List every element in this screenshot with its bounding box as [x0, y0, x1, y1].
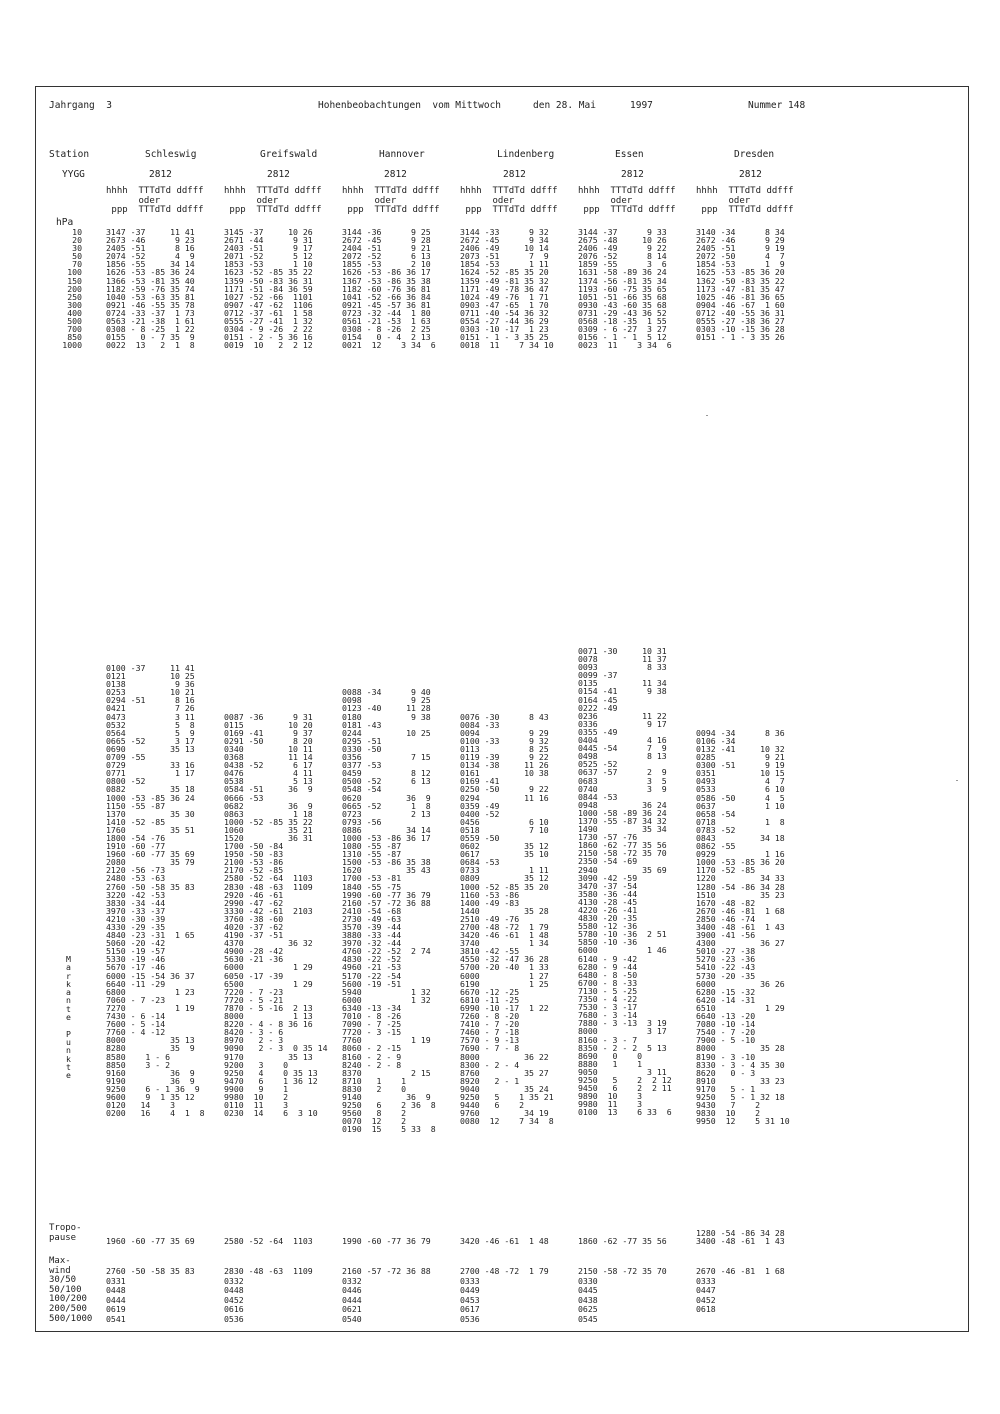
tropopause-essen: 1860 -62 -77 35 56: [578, 1236, 667, 1246]
significant-levels-lindenberg: 0076 -30 8 43 0084 -33 0094 9 29 0100 -33 9 32 0113 8 25 0119 -39 9 22 0134 -38 11 26 0161 10 38 0169 -41 0250 -50 9 22 0294 11 16 0359 -49 0400 -52 0456 6 10 0518 7 10 0559 -50 0602 35 12 0617 35 10 0684 -53 0733 1 11 0809 35 12 1000 -52 -85 35 20 1160 -53 -86 1400 -49 -83 1440 35 28 2510 -49 -76 2700 -48 -72 1 79 3420 -46 -61 1 48 3740 1 34 3810 -42 -55 4550 -32 -47 36 28 5700 -20 -40 1 33 6000 1 27 6190 1 25 6670 -12 -25 6810 -11 -25 6990 -10 -17 1 22 7260 - 8 -20 7410 - 7 -20 7460 - 7 -18 7570 - 9 -13 7690 - 7 - 8 8000 36 22 8300 - 2 - 4 8760 35 27 8920 2 - 1 9040 35 24 9250 5 1 35 21 9440 6 2 9760 34 19 0080 12 7 34 8: [460, 711, 554, 1127]
column-header: hhhh TTTdTd ddfff oder ppp TTTdTd ddfff: [106, 186, 204, 216]
maxwind-schleswig: 2760 -50 -58 35 83 0331 0448 0444 0619 0541: [106, 1266, 195, 1324]
report-date: den 28. Mai: [533, 100, 596, 111]
markante-punkte-label: M a r k a n t e P u n k t e: [66, 954, 71, 1081]
standard-levels-greifswald: 3145 -37 10 26 2671 -44 9 31 2403 -51 9 17 2071 -52 5 12 1853 -53 1 10 1623 -52 -85 35 22 1359 -50 -83 36 31 1171 -51 -84 36 59 1027 -52 -66 1101 0907 -47 -62 1106 0712 -37 -61 1 58 0555 -27 -41 1 32 0304 - 9 -26 2 22 0151 - 2 - 5 36 16 0019 10 2 2 12: [224, 227, 313, 351]
maxwind-label: Max- wind 30/50 50/100 100/200 200/500 500/1000: [49, 1256, 93, 1324]
tropopause-label: Tropo- pause: [49, 1223, 82, 1243]
station-name: Schleswig: [145, 149, 197, 160]
significant-levels-dresden: 0094 -34 8 36 0106 -34 0132 -41 10 32 0285 9 21 0300 -51 9 19 0351 10 15 0493 4 7 0533 6 10 0586 -50 4 5 0637 1 10 0658 -54 0718 1 8 0783 -52 0843 34 18 0862 -55 0929 1 16 1000 -53 -85 36 20 1170 -52 -85 1220 34 33 1280 -54 -86 34 28 1510 35 23 1670 -48 -82 2670 -46 -81 1 68 2850 -46 -74 3400 -48 -61 1 43 3900 -41 -56 4300 36 27 5010 -27 -38 5270 -23 -36 5410 -22 -43 5730 -20 -35 6000 36 26 6280 -15 -32 6420 -14 -31 6510 1 29 6640 -13 -20 7080 -10 -14 7540 - 7 -20 7900 - 5 -10 8000 35 28 8190 - 3 -10 8330 - 3 - 4 35 30 8620 0 - 3 8910 33 23 9170 5 - 1 9250 5 - 1 32 18 9430 7 2 9830 10 2 9950 12 5 31 10: [696, 727, 790, 1127]
report-title: Hohenbeobachtungen vom Mittwoch: [318, 100, 502, 111]
column-header: hhhh TTTdTd ddfff oder ppp TTTdTd ddfff: [696, 186, 794, 216]
standard-levels-lindenberg: 3144 -33 9 32 2672 -45 9 34 2406 -49 10 14 2073 -51 7 9 1854 -53 1 11 1624 -52 -85 35 20 1359 -49 -81 35 32 1171 -49 -78 36 47 1024 -49 -76 1 71 0903 -47 -65 1 70 0711 -40 -54 36 32 0554 -27 -44 36 29 0303 -10 -17 1 23 0151 - 1 - 3 35 25 0018 11 7 34 10: [460, 227, 554, 351]
maxwind-essen: 2150 -58 -72 35 70 0330 0445 0438 0625 0545: [578, 1266, 667, 1324]
yygg-label: YYGG: [62, 169, 85, 180]
report-year: 1997: [630, 100, 653, 111]
tropopause-greifswald: 2580 -52 -64 1103: [224, 1236, 313, 1246]
station-name: Essen: [615, 149, 644, 160]
maxwind-hannover: 2160 -57 -72 36 88 0332 0446 0444 0621 0540: [342, 1266, 431, 1324]
column-header: hhhh TTTdTd ddfff oder ppp TTTdTd ddfff: [460, 186, 558, 216]
column-header: hhhh TTTdTd ddfff oder ppp TTTdTd ddfff: [224, 186, 322, 216]
scan-speck: [706, 415, 708, 416]
station-yygg: 2812: [384, 169, 407, 180]
column-header: hhhh TTTdTd ddfff oder ppp TTTdTd ddfff: [342, 186, 440, 216]
significant-levels-schleswig: 0100 -37 11 41 0121 10 25 0138 9 36 0253 10 21 0294 -51 8 16 0421 7 26 0473 3 11 0532 5 8 0564 5 9 0665 -52 3 17 0690 35 13 0709 -55 0729 33 16 0771 1 17 0800 -52 0882 35 18 1000 -53 -85 36 24 1150 -55 -87 1370 35 30 1410 -52 -85 1760 35 51 1800 -54 -76 1910 -60 -77 1960 -60 -77 35 69 2080 35 79 2120 -56 -73 2480 -53 -63 2760 -50 -58 35 83 3220 -42 -53 3830 -34 -44 3970 -33 -37 4210 -30 -39 4330 -29 -35 4840 -23 -31 1 65 5060 -20 -42 5150 -19 -57 5330 -19 -46 5670 -17 -46 6000 -15 -54 36 37 6640 -11 -29 6800 1 23 7060 - 7 -23 7270 1 19 7430 - 6 -14 7600 - 5 -14 7760 - 4 -12 8000 35 13 8280 35 9 8580 1 - 6 8850 3 - 2 9160 36 9 9190 36 9 9250 6 - 1 36 9 9600 9 1 35 12 0120 14 3 0200 16 4 1 8: [106, 663, 205, 1119]
station-yygg: 2812: [621, 169, 644, 180]
station-name: Hannover: [379, 149, 425, 160]
standard-levels-schleswig: 3147 -37 11 41 2673 -46 9 23 2405 -51 8 16 2074 -52 4 9 1856 -55 34 14 1626 -53 -85 36 24 1366 -53 -81 35 40 1182 -59 -76 35 74 1040 -53 -63 35 81 0921 -46 -55 35 78 0724 -33 -37 1 73 0563 -21 -38 1 61 0308 - 8 -25 1 22 0155 0 - 7 35 9 0022 13 2 1 8: [106, 227, 195, 351]
standard-levels-hannover: 3144 -36 9 25 2672 -45 9 28 2404 -51 9 21 2072 -52 6 13 1855 -53 2 10 1626 -53 -86 36 17 1367 -53 -86 35 38 1182 -60 -76 36 81 1041 -52 -66 36 84 0921 -45 -57 36 81 0723 -32 -44 1 80 0561 -21 -53 1 63 0308 - 8 -26 2 25 0154 0 - 4 2 13 0021 12 3 34 6: [342, 227, 436, 351]
tropopause-hannover: 1990 -60 -77 36 79: [342, 1236, 431, 1246]
station-name: Greifswald: [260, 149, 318, 160]
jahrgang-label: Jahrgang 3: [49, 100, 112, 111]
tropopause-schleswig: 1960 -60 -77 35 69: [106, 1236, 195, 1246]
maxwind-greifswald: 2830 -48 -63 1109 0332 0448 0452 0616 0536: [224, 1266, 313, 1324]
report-number: Nummer 148: [748, 100, 806, 111]
station-name: Lindenberg: [497, 149, 555, 160]
tropopause-lindenberg: 3420 -46 -61 1 48: [460, 1236, 549, 1246]
pressure-levels: 10 20 30 50 70 100 150 200 250 300 400 500 700 850 1000: [62, 227, 82, 351]
station-yygg: 2812: [149, 169, 172, 180]
significant-levels-essen: 0071 -30 10 31 0078 11 37 0093 8 33 0099 -37 0135 11 34 0154 -41 9 38 0164 -45 0222 -49 0236 11 22 0336 9 17 0355 -49 0404 4 16 0445 -54 7 9 0498 8 13 0525 -52 0637 -57 2 9 0683 3 5 0740 3 9 0844 -53 0948 36 24 1000 -58 -89 36 24 1370 -55 -87 34 32 1490 35 34 1730 -57 -76 1860 -62 -77 35 56 2150 -58 -72 35 70 2350 -54 -69 2940 35 69 3090 -42 -59 3470 -37 -54 3580 -36 -44 4130 -28 -45 4220 -26 -41 4830 -20 -35 5580 -12 -36 5780 -10 -36 2 51 5850 -10 -36 6000 1 46 6140 - 9 -42 6280 - 9 -44 6480 - 8 -50 6700 - 8 -33 7130 - 5 -25 7350 - 4 -22 7530 - 3 -17 7680 - 3 -14 7880 - 3 -13 3 19 8000 3 17 8160 - 3 - 7 8350 - 2 - 2 5 13 8690 0 0 8880 1 1 9050 3 11 9250 5 2 2 12 9450 6 2 2 11 9890 10 3 9980 11 3 0100 13 6 33 6: [578, 646, 672, 1118]
station-label: Station: [49, 149, 90, 160]
scan-speck: [956, 780, 958, 781]
station-yygg: 2812: [267, 169, 290, 180]
station-yygg: 2812: [739, 169, 762, 180]
station-yygg: 2812: [503, 169, 526, 180]
station-name: Dresden: [734, 149, 775, 160]
standard-levels-essen: 3144 -37 9 33 2675 -48 10 26 2406 -49 9 22 2076 -52 8 14 1859 -55 3 6 1631 -58 -89 36 24 1374 -56 -81 35 34 1193 -60 -75 35 65 1051 -51 -66 35 68 0930 -43 -60 35 68 0731 -29 -43 36 52 0568 -18 -35 1 55 0309 - 6 -27 3 27 0156 - 1 - 1 5 12 0023 11 3 34 6: [578, 227, 672, 351]
hpa-label: hPa: [56, 217, 74, 228]
standard-levels-dresden: 3140 -34 8 34 2672 -46 9 29 2405 -51 9 19 2072 -50 4 7 1854 -53 1 9 1625 -53 -85 36 20 1362 -50 -83 35 22 1173 -47 -81 35 47 1025 -46 -81 36 65 0904 -46 -67 1 60 0712 -40 -55 36 31 0555 -27 -38 36 27 0303 -10 -15 36 28 0151 - 1 - 3 35 26: [696, 227, 785, 343]
tropopause-dresden: 1280 -54 -86 34 28 3400 -48 -61 1 43: [696, 1228, 785, 1247]
significant-levels-hannover: 0088 -34 9 40 0098 9 25 0123 -40 11 28 0180 9 38 0181 -43 0244 10 25 0295 -51 0330 -50 0356 7 15 0377 -53 0459 8 12 0500 -52 6 13 0548 -54 0620 36 9 0665 -52 1 8 0723 2 13 0793 -56 0886 34 14 1000 -53 -86 36 17 1080 -55 -87 1310 -55 -87 1500 -53 -86 35 38 1620 35 43 1700 -53 -81 1840 -55 -75 1990 -60 -77 36 79 2160 -57 -72 36 88 2410 -54 -68 2730 -49 -63 3570 -39 -44 3880 -33 -44 3970 -32 -44 4760 -22 -52 2 74 4830 -22 -52 4960 -21 -53 5170 -22 -54 5600 -19 -51 5940 1 32 6000 1 32 6340 -13 -34 7010 - 8 -26 7090 - 7 -25 7720 - 3 -15 7760 1 19 8060 - 2 -15 8160 - 2 - 9 8240 - 2 - 8 8370 2 15 8710 1 1 8830 2 0 9140 36 9 9250 6 2 36 8 9560 8 2 0070 12 2 0190 15 5 33 8: [342, 687, 436, 1135]
significant-levels-greifswald: 0087 -36 9 31 0115 10 20 0169 -41 9 37 0291 -50 8 20 0340 10 11 0368 11 14 0438 -52 6 17 0476 4 11 0538 5 13 0584 -51 36 9 0666 -53 0682 36 9 0863 1 18 1000 -52 -85 35 22 1060 35 21 1520 36 31 1700 -50 -84 1950 -50 -83 2100 -53 -86 2170 -52 -85 2580 -52 -64 1103 2830 -48 -63 1109 2920 -46 -61 2990 -47 -62 3330 -42 -61 2103 3760 -38 -60 4020 -37 -62 4190 -37 -51 4370 36 32 4900 -28 -42 5630 -21 -36 6000 1 29 6050 -17 -39 6500 1 29 7220 - 7 -23 7720 - 5 -21 7870 - 5 -16 2 13 8000 1 13 8220 - 4 - 8 36 16 8420 - 3 - 6 8970 2 - 3 9090 2 - 3 0 35 14 9170 35 13 9200 3 0 9250 4 0 35 13 9470 6 1 36 12 9900 9 1 9980 10 2 0110 11 3 0230 14 6 3 10: [224, 711, 328, 1119]
column-header: hhhh TTTdTd ddfff oder ppp TTTdTd ddfff: [578, 186, 676, 216]
maxwind-lindenberg: 2700 -48 -72 1 79 0333 0449 0453 0617 0536: [460, 1266, 549, 1324]
maxwind-dresden: 2670 -46 -81 1 68 0333 0447 0452 0618: [696, 1266, 785, 1315]
